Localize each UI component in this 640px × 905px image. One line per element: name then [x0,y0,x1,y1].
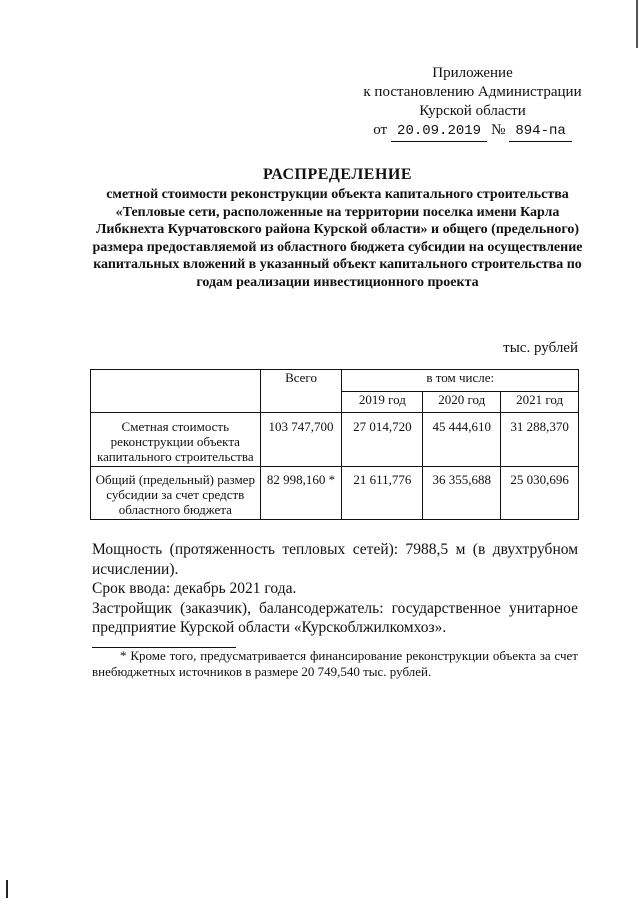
header-year-2020: 2020 год [423,392,501,413]
header-region: Курской области [419,103,526,119]
cell-2019: 21 611,776 [342,467,423,520]
cell-2021: 25 030,696 [501,467,579,520]
row-label: Общий (предельный) размер субсидии за счет средств областного бюджета [91,467,261,520]
header-year-2021: 2021 год [501,392,579,413]
header-date-number [360,121,585,142]
row-label: Сметная стоимость реконструкции объекта капитального строительства [91,413,261,467]
header-resolution: к постановлению Администрации [363,84,582,100]
cell-total: 82 998,160 * [260,467,342,520]
header-appendix: Приложение [432,65,513,81]
deadline-text: Срок ввода: декабрь 2021 года. [92,580,297,597]
cell-2019: 27 014,720 [342,413,423,467]
table-row [91,467,579,520]
cell-2020: 36 355,688 [423,467,501,520]
scan-edge-mark [6,880,8,898]
units-label: тыс. рублей [503,340,578,356]
scan-edge-mark [636,0,638,48]
developer-text: Застройщик (заказчик), балансодержатель: государственное унитарное предприятие Курской области «Курскоблжилкомхоз». [92,599,578,636]
document-title [90,165,585,291]
budget-table [90,369,579,520]
approval-header [360,64,585,142]
title-subtitle: сметной стоимости реконструкции объекта капитального строительства «Тепловые сети, расположенные на территории поселка имени Карла Либкнехта Курчатовского района Курской области» и общего (предельного) размера предоставляемой из областного бюджета субсидии на осуществление капитальных вложений в указанный объект капитального строительства по годам реализации инвестиционного проекта [92,187,583,290]
cell-2021: 31 288,370 [501,413,579,467]
header-year-2019: 2019 год [342,392,423,413]
table-row [91,413,579,467]
date-prefix: от [373,122,388,138]
title-main: РАСПРЕДЕЛЕНИЕ [262,166,413,183]
header-total: Всего [260,370,342,413]
header-empty-cell [91,370,261,413]
number-prefix: № [491,122,506,138]
resolution-date: 20.09.2019 [391,122,487,142]
table-header-row [91,370,579,392]
capacity-text: Мощность (протяженность тепловых сетей): 7988,5 м (в двухтрубном исчислении). [92,541,578,578]
project-details [92,540,578,638]
header-including: в том числе: [342,370,579,392]
footnote-text: * Кроме того, предусматривается финансирование реконструкции объекта за счет внебюджетных источников в размере 20 749,540 тыс. рублей. [92,648,578,679]
cell-total: 103 747,700 [260,413,342,467]
cell-2020: 45 444,610 [423,413,501,467]
resolution-number: 894-па [509,122,571,142]
